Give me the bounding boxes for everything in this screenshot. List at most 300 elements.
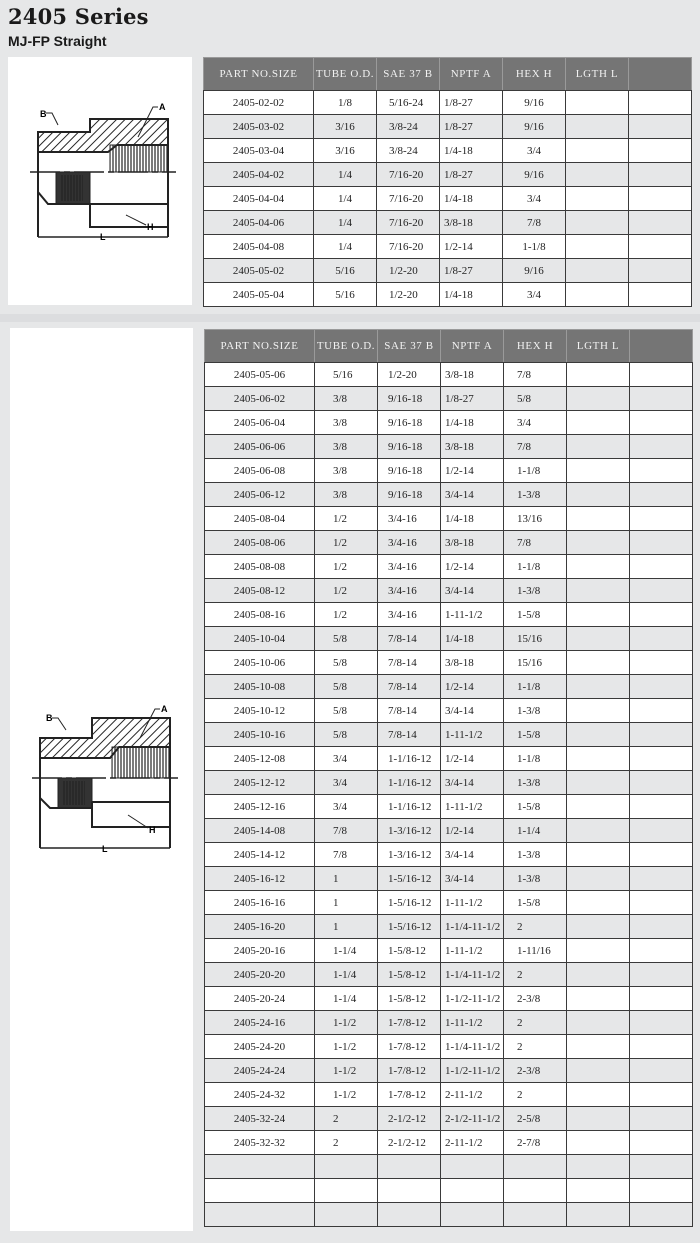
part-no-cell: 2405-10-08 xyxy=(205,675,315,699)
part-no-cell: 2405-03-04 xyxy=(204,139,314,163)
sae37b-cell xyxy=(378,1203,441,1227)
lgth-l-cell xyxy=(567,819,630,843)
col-header-hex-h: HEX H xyxy=(504,330,567,363)
part-no-cell: 2405-08-08 xyxy=(205,555,315,579)
hex-h-cell: 1-3/8 xyxy=(504,579,567,603)
part-no-cell xyxy=(205,1203,315,1227)
part-no-cell: 2405-10-16 xyxy=(205,723,315,747)
lgth-l-cell xyxy=(567,1107,630,1131)
label-h: H xyxy=(149,825,156,835)
sae37b-cell: 1-5/8-12 xyxy=(378,939,441,963)
part-no-cell: 2405-24-32 xyxy=(205,1083,315,1107)
table-row xyxy=(205,435,693,459)
extra-cell xyxy=(630,723,693,747)
lgth-l-cell xyxy=(567,651,630,675)
sae37b-cell: 1/2-20 xyxy=(377,283,440,307)
sae37b-cell: 1-5/16-12 xyxy=(378,915,441,939)
table-row xyxy=(205,483,693,507)
hex-h-cell: 2-3/8 xyxy=(504,1059,567,1083)
nptf-a-cell: 1/4-18 xyxy=(441,627,504,651)
tube-od-cell: 3/16 xyxy=(314,139,377,163)
sae37b-cell: 1-7/8-12 xyxy=(378,1011,441,1035)
part-no-cell: 2405-02-02 xyxy=(204,91,314,115)
sae37b-cell: 3/8-24 xyxy=(377,115,440,139)
sae37b-cell xyxy=(378,1155,441,1179)
label-a: A xyxy=(161,704,168,714)
lgth-l-cell xyxy=(567,939,630,963)
table-row xyxy=(205,843,693,867)
table-row xyxy=(205,1059,693,1083)
table-row xyxy=(205,363,693,387)
hex-h-cell: 2-7/8 xyxy=(504,1131,567,1155)
nptf-a-cell: 3/4-14 xyxy=(441,771,504,795)
part-no-cell: 2405-20-16 xyxy=(205,939,315,963)
col-header-lgth-l: LGTH L xyxy=(567,330,630,363)
col-header-tube-od: TUBE O.D. xyxy=(315,330,378,363)
nptf-a-cell: 1/8-27 xyxy=(440,163,503,187)
tube-od-cell: 1-1/4 xyxy=(315,963,378,987)
nptf-a-cell: 3/4-14 xyxy=(441,843,504,867)
part-no-cell: 2405-04-02 xyxy=(204,163,314,187)
sae37b-cell: 1-1/16-12 xyxy=(378,771,441,795)
nptf-a-cell: 1-11-1/2 xyxy=(441,723,504,747)
sae37b-cell: 9/16-18 xyxy=(378,435,441,459)
extra-cell xyxy=(630,771,693,795)
label-b: B xyxy=(46,713,53,723)
hex-h-cell: 2 xyxy=(504,1083,567,1107)
extra-cell xyxy=(630,1059,693,1083)
nptf-a-cell: 1/4-18 xyxy=(441,507,504,531)
nptf-a-cell: 1-1/2-11-1/2 xyxy=(441,1059,504,1083)
section-divider xyxy=(0,314,700,322)
table-row xyxy=(205,987,693,1011)
table-row xyxy=(205,507,693,531)
extra-cell xyxy=(630,1179,693,1203)
table-1-body xyxy=(204,91,692,307)
hex-h-cell: 7/8 xyxy=(504,435,567,459)
hex-h-cell: 1-3/8 xyxy=(504,771,567,795)
tube-od-cell: 1/4 xyxy=(314,163,377,187)
lgth-l-cell xyxy=(567,1203,630,1227)
sae37b-cell: 7/8-14 xyxy=(378,651,441,675)
nptf-a-cell: 1/4-18 xyxy=(440,187,503,211)
nptf-a-cell: 3/4-14 xyxy=(441,483,504,507)
col-header-hex-h: HEX H xyxy=(503,58,566,91)
lgth-l-cell xyxy=(567,1011,630,1035)
table-row xyxy=(205,771,693,795)
nptf-a-cell: 1/4-18 xyxy=(441,411,504,435)
nptf-a-cell: 1/2-14 xyxy=(441,747,504,771)
extra-cell xyxy=(629,115,692,139)
extra-cell xyxy=(630,891,693,915)
sae37b-cell: 9/16-18 xyxy=(378,411,441,435)
lgth-l-cell xyxy=(567,1155,630,1179)
tube-od-cell: 7/8 xyxy=(315,819,378,843)
tube-od-cell: 1/2 xyxy=(315,531,378,555)
lgth-l-cell xyxy=(567,723,630,747)
sae37b-cell: 7/16-20 xyxy=(377,163,440,187)
tube-od-cell: 1-1/2 xyxy=(315,1011,378,1035)
extra-cell xyxy=(630,459,693,483)
tube-od-cell: 1 xyxy=(315,891,378,915)
table-row xyxy=(204,91,692,115)
nptf-a-cell: 3/4-14 xyxy=(441,699,504,723)
extra-cell xyxy=(630,1035,693,1059)
table-2-body xyxy=(205,363,693,1227)
sae37b-cell: 3/4-16 xyxy=(378,603,441,627)
lgth-l-cell xyxy=(567,1131,630,1155)
fitting-diagram-panel xyxy=(8,57,192,305)
page-subtitle: MJ-FP Straight xyxy=(8,33,107,49)
hex-h-cell xyxy=(504,1179,567,1203)
nptf-a-cell: 3/8-18 xyxy=(441,435,504,459)
extra-cell xyxy=(630,675,693,699)
hex-h-cell: 1-1/8 xyxy=(504,555,567,579)
sae37b-cell: 1-7/8-12 xyxy=(378,1059,441,1083)
part-no-cell: 2405-24-16 xyxy=(205,1011,315,1035)
hex-h-cell: 15/16 xyxy=(504,651,567,675)
extra-cell xyxy=(630,747,693,771)
table-row xyxy=(204,139,692,163)
part-no-cell: 2405-05-04 xyxy=(204,283,314,307)
sae37b-cell: 2-1/2-12 xyxy=(378,1107,441,1131)
sae37b-cell: 7/8-14 xyxy=(378,723,441,747)
part-no-cell: 2405-08-16 xyxy=(205,603,315,627)
extra-cell xyxy=(630,819,693,843)
nptf-a-cell: 1-1/2-11-1/2 xyxy=(441,987,504,1011)
sae37b-cell: 1-7/8-12 xyxy=(378,1035,441,1059)
table-row xyxy=(205,675,693,699)
col-header-sae37b: SAE 37 B xyxy=(378,330,441,363)
extra-cell xyxy=(630,363,693,387)
part-no-cell: 2405-06-08 xyxy=(205,459,315,483)
part-no-cell: 2405-20-20 xyxy=(205,963,315,987)
tube-od-cell: 2 xyxy=(315,1107,378,1131)
sae37b-cell: 1/2-20 xyxy=(378,363,441,387)
table-row xyxy=(205,1179,693,1203)
nptf-a-cell: 1/2-14 xyxy=(441,819,504,843)
nptf-a-cell xyxy=(441,1203,504,1227)
table-row xyxy=(204,235,692,259)
nptf-a-cell: 1/4-18 xyxy=(440,139,503,163)
table-row xyxy=(205,819,693,843)
lgth-l-cell xyxy=(567,603,630,627)
tube-od-cell: 3/8 xyxy=(315,459,378,483)
hex-h-cell: 1-1/8 xyxy=(504,747,567,771)
lgth-l-cell xyxy=(567,387,630,411)
hex-h-cell: 1-5/8 xyxy=(504,795,567,819)
sae37b-cell: 9/16-18 xyxy=(378,483,441,507)
hex-h-cell: 1-1/8 xyxy=(503,235,566,259)
lgth-l-cell xyxy=(567,987,630,1011)
part-no-cell: 2405-24-24 xyxy=(205,1059,315,1083)
extra-cell xyxy=(630,435,693,459)
lgth-l-cell xyxy=(567,579,630,603)
sae37b-cell xyxy=(378,1179,441,1203)
sae37b-cell: 1-3/16-12 xyxy=(378,843,441,867)
part-no-cell: 2405-10-04 xyxy=(205,627,315,651)
table-row xyxy=(205,627,693,651)
fitting-diagram-panel-2 xyxy=(10,328,193,1231)
lgth-l-cell xyxy=(566,115,629,139)
part-no-cell: 2405-05-02 xyxy=(204,259,314,283)
tube-od-cell: 1/4 xyxy=(314,187,377,211)
extra-cell xyxy=(630,867,693,891)
part-no-cell: 2405-32-24 xyxy=(205,1107,315,1131)
label-l: L xyxy=(100,232,106,242)
table-row xyxy=(205,603,693,627)
col-header-nptf-a: NPTF A xyxy=(440,58,503,91)
sae37b-cell: 7/8-14 xyxy=(378,627,441,651)
table-row xyxy=(204,163,692,187)
lgth-l-cell xyxy=(567,915,630,939)
hex-h-cell: 1-1/8 xyxy=(504,459,567,483)
sae37b-cell: 7/16-20 xyxy=(377,235,440,259)
lgth-l-cell xyxy=(567,627,630,651)
extra-cell xyxy=(630,627,693,651)
table-row xyxy=(205,915,693,939)
part-no-cell: 2405-12-08 xyxy=(205,747,315,771)
tube-od-cell: 1 xyxy=(315,867,378,891)
table-row xyxy=(205,795,693,819)
extra-cell xyxy=(630,411,693,435)
table-row xyxy=(205,747,693,771)
label-h: H xyxy=(147,222,154,232)
nptf-a-cell: 1-11-1/2 xyxy=(441,939,504,963)
extra-cell xyxy=(629,283,692,307)
col-header-blank xyxy=(630,330,693,363)
sae37b-cell: 3/4-16 xyxy=(378,507,441,531)
lgth-l-cell xyxy=(566,91,629,115)
sae37b-cell: 1-5/16-12 xyxy=(378,867,441,891)
hex-h-cell: 1-3/8 xyxy=(504,843,567,867)
hex-h-cell: 2 xyxy=(504,1035,567,1059)
table-row xyxy=(205,651,693,675)
tube-od-cell: 1/4 xyxy=(314,211,377,235)
nptf-a-cell: 3/4-14 xyxy=(441,579,504,603)
lgth-l-cell xyxy=(566,259,629,283)
parts-table-1 xyxy=(203,57,692,307)
nptf-a-cell: 1-11-1/2 xyxy=(441,795,504,819)
tube-od-cell: 1 xyxy=(315,915,378,939)
hex-h-cell: 5/8 xyxy=(504,387,567,411)
extra-cell xyxy=(629,91,692,115)
hex-h-cell: 1-5/8 xyxy=(504,723,567,747)
sae37b-cell: 7/16-20 xyxy=(377,211,440,235)
hex-h-cell: 2 xyxy=(504,1011,567,1035)
table-row xyxy=(204,187,692,211)
part-no-cell xyxy=(205,1155,315,1179)
hex-h-cell: 1-1/4 xyxy=(504,819,567,843)
part-no-cell: 2405-06-04 xyxy=(205,411,315,435)
tube-od-cell: 3/8 xyxy=(315,435,378,459)
nptf-a-cell: 2-11-1/2 xyxy=(441,1131,504,1155)
tube-od-cell: 3/4 xyxy=(315,771,378,795)
lgth-l-cell xyxy=(567,483,630,507)
table-row xyxy=(205,699,693,723)
tube-od-cell: 5/8 xyxy=(315,723,378,747)
table-row xyxy=(204,115,692,139)
tube-od-cell: 3/8 xyxy=(315,411,378,435)
hex-h-cell: 2-5/8 xyxy=(504,1107,567,1131)
hex-h-cell: 3/4 xyxy=(503,187,566,211)
table-row xyxy=(205,387,693,411)
table-row xyxy=(205,1203,693,1227)
lgth-l-cell xyxy=(567,531,630,555)
extra-cell xyxy=(629,235,692,259)
tube-od-cell: 5/8 xyxy=(315,627,378,651)
extra-cell xyxy=(629,139,692,163)
tube-od-cell: 5/8 xyxy=(315,675,378,699)
lgth-l-cell xyxy=(567,675,630,699)
table-row xyxy=(205,531,693,555)
part-no-cell: 2405-08-12 xyxy=(205,579,315,603)
sae37b-cell: 3/8-24 xyxy=(377,139,440,163)
nptf-a-cell: 3/4-14 xyxy=(441,867,504,891)
tube-od-cell: 1/4 xyxy=(314,235,377,259)
part-no-cell: 2405-14-08 xyxy=(205,819,315,843)
extra-cell xyxy=(630,483,693,507)
tube-od-cell xyxy=(315,1179,378,1203)
parts-table-2 xyxy=(204,329,693,1227)
part-no-cell: 2405-16-16 xyxy=(205,891,315,915)
tube-od-cell: 5/16 xyxy=(314,283,377,307)
part-no-cell: 2405-08-04 xyxy=(205,507,315,531)
hex-h-cell: 15/16 xyxy=(504,627,567,651)
nptf-a-cell: 1-11-1/2 xyxy=(441,1011,504,1035)
tube-od-cell: 1-1/2 xyxy=(315,1083,378,1107)
part-no-cell: 2405-24-20 xyxy=(205,1035,315,1059)
sae37b-cell: 3/4-16 xyxy=(378,579,441,603)
sae37b-cell: 1-1/16-12 xyxy=(378,795,441,819)
hex-h-cell xyxy=(504,1203,567,1227)
hex-h-cell: 7/8 xyxy=(504,531,567,555)
extra-cell xyxy=(630,1107,693,1131)
tube-od-cell: 3/4 xyxy=(315,747,378,771)
extra-cell xyxy=(630,1011,693,1035)
nptf-a-cell: 2-1/2-11-1/2 xyxy=(441,1107,504,1131)
hex-h-cell: 2 xyxy=(504,963,567,987)
nptf-a-cell: 1-11-1/2 xyxy=(441,603,504,627)
lgth-l-cell xyxy=(567,363,630,387)
part-no-cell: 2405-04-08 xyxy=(204,235,314,259)
table-row xyxy=(205,1107,693,1131)
extra-cell xyxy=(630,531,693,555)
table-row xyxy=(204,283,692,307)
extra-cell xyxy=(630,915,693,939)
part-no-cell: 2405-06-06 xyxy=(205,435,315,459)
extra-cell xyxy=(630,1131,693,1155)
extra-cell xyxy=(630,963,693,987)
table-row xyxy=(205,1131,693,1155)
nptf-a-cell: 1/4-18 xyxy=(440,283,503,307)
extra-cell xyxy=(630,507,693,531)
sae37b-cell: 7/16-20 xyxy=(377,187,440,211)
hex-h-cell: 1-1/8 xyxy=(504,675,567,699)
part-no-cell xyxy=(205,1179,315,1203)
lgth-l-cell xyxy=(566,283,629,307)
tube-od-cell: 1-1/2 xyxy=(315,1059,378,1083)
sae37b-cell: 1-7/8-12 xyxy=(378,1083,441,1107)
nptf-a-cell xyxy=(441,1179,504,1203)
tube-od-cell: 3/8 xyxy=(315,387,378,411)
lgth-l-cell xyxy=(566,211,629,235)
lgth-l-cell xyxy=(567,555,630,579)
tube-od-cell: 5/8 xyxy=(315,699,378,723)
sae37b-cell: 7/8-14 xyxy=(378,699,441,723)
lgth-l-cell xyxy=(566,163,629,187)
hex-h-cell: 7/8 xyxy=(503,211,566,235)
extra-cell xyxy=(630,387,693,411)
part-no-cell: 2405-20-24 xyxy=(205,987,315,1011)
part-no-cell: 2405-16-12 xyxy=(205,867,315,891)
extra-cell xyxy=(629,211,692,235)
part-no-cell: 2405-03-02 xyxy=(204,115,314,139)
lgth-l-cell xyxy=(567,1035,630,1059)
hex-h-cell: 1-5/8 xyxy=(504,891,567,915)
hex-h-cell: 1-11/16 xyxy=(504,939,567,963)
lgth-l-cell xyxy=(566,139,629,163)
label-b: B xyxy=(40,109,47,119)
label-a: A xyxy=(159,102,166,112)
table-row xyxy=(204,259,692,283)
tube-od-cell: 5/16 xyxy=(314,259,377,283)
nptf-a-cell: 1/2-14 xyxy=(441,459,504,483)
lgth-l-cell xyxy=(567,699,630,723)
nptf-a-cell: 3/8-18 xyxy=(441,363,504,387)
tube-od-cell: 1-1/4 xyxy=(315,939,378,963)
extra-cell xyxy=(630,843,693,867)
tube-od-cell: 2 xyxy=(315,1131,378,1155)
part-no-cell: 2405-08-06 xyxy=(205,531,315,555)
sae37b-cell: 2-1/2-12 xyxy=(378,1131,441,1155)
nptf-a-cell: 1/8-27 xyxy=(440,259,503,283)
extra-cell xyxy=(630,603,693,627)
nptf-a-cell: 1-1/4-11-1/2 xyxy=(441,1035,504,1059)
nptf-a-cell: 1/2-14 xyxy=(441,555,504,579)
table-row xyxy=(205,411,693,435)
nptf-a-cell: 1-11-1/2 xyxy=(441,891,504,915)
tube-od-cell: 5/16 xyxy=(315,363,378,387)
col-header-tube-od: TUBE O.D. xyxy=(314,58,377,91)
hex-h-cell xyxy=(504,1155,567,1179)
part-no-cell: 2405-06-02 xyxy=(205,387,315,411)
lgth-l-cell xyxy=(567,795,630,819)
sae37b-cell: 1-5/16-12 xyxy=(378,891,441,915)
extra-cell xyxy=(630,987,693,1011)
extra-cell xyxy=(630,579,693,603)
table-row xyxy=(205,555,693,579)
table-row xyxy=(205,1155,693,1179)
tube-od-cell xyxy=(315,1155,378,1179)
nptf-a-cell: 1-1/4-11-1/2 xyxy=(441,915,504,939)
hex-h-cell: 9/16 xyxy=(503,115,566,139)
lgth-l-cell xyxy=(567,843,630,867)
lgth-l-cell xyxy=(567,411,630,435)
part-no-cell: 2405-12-16 xyxy=(205,795,315,819)
sae37b-cell: 1-5/8-12 xyxy=(378,963,441,987)
table-row xyxy=(205,579,693,603)
table-row xyxy=(205,891,693,915)
tube-od-cell: 7/8 xyxy=(315,843,378,867)
lgth-l-cell xyxy=(566,187,629,211)
sae37b-cell: 3/4-16 xyxy=(378,555,441,579)
tube-od-cell: 3/4 xyxy=(315,795,378,819)
table-row xyxy=(205,1083,693,1107)
lgth-l-cell xyxy=(567,891,630,915)
hex-h-cell: 7/8 xyxy=(504,363,567,387)
part-no-cell: 2405-32-32 xyxy=(205,1131,315,1155)
